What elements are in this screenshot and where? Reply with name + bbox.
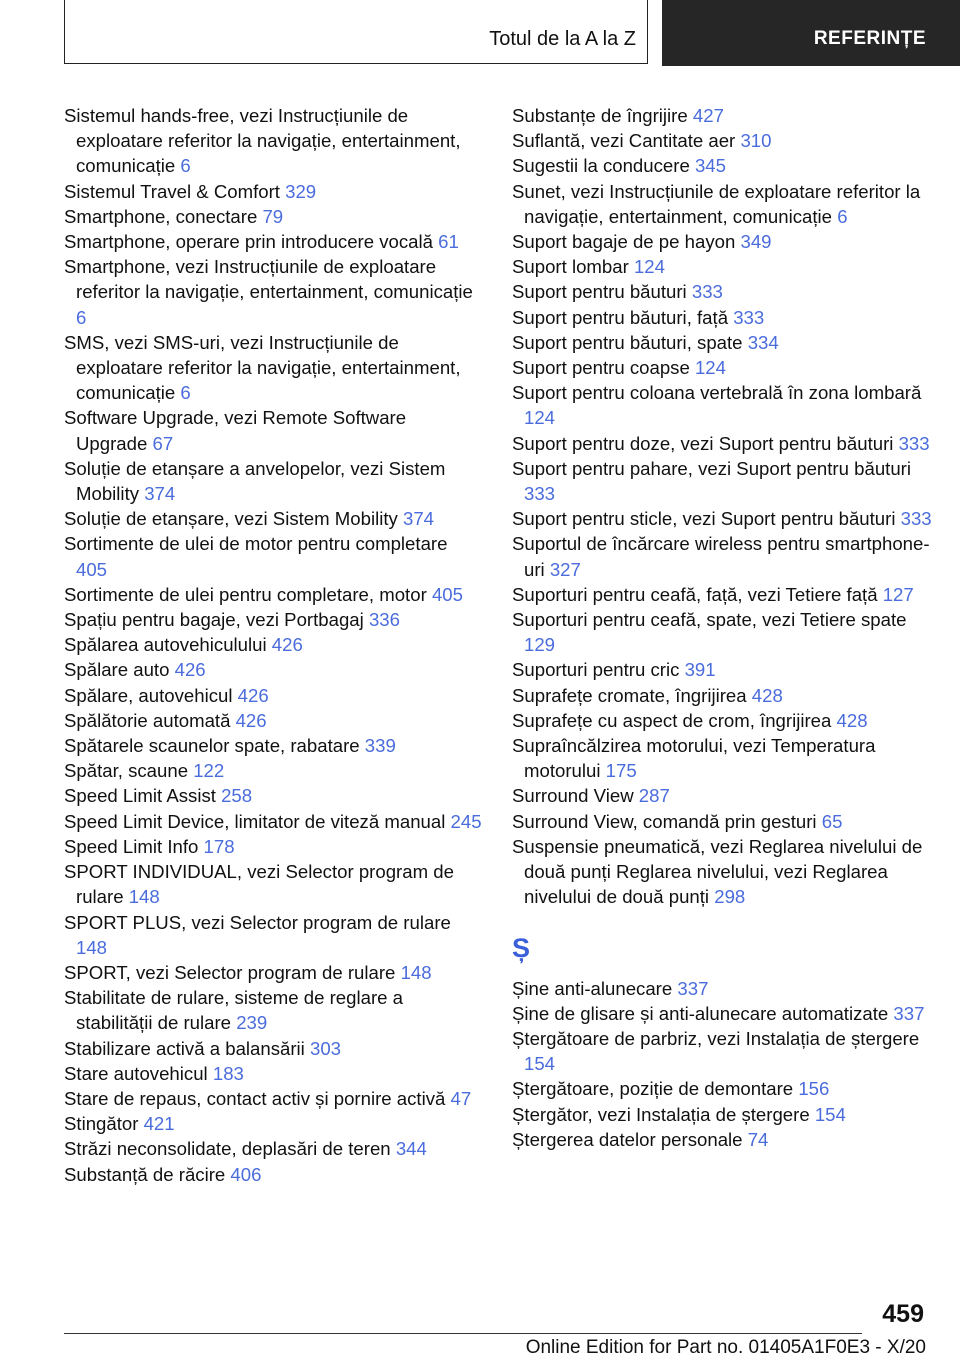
index-entry-term: Speed Limit Device, limitator de viteză manual [64,810,446,832]
index-entry-term: Șine anti-alunecare [512,977,673,999]
index-entry-page-link[interactable]: 6 [837,205,848,227]
index-entry [64,708,482,733]
index-entry [64,683,482,708]
index-entry-page-link[interactable]: 303 [309,1037,342,1059]
index-entry-term: Stare autovehicul [64,1062,208,1084]
index-entry-term: Stingător [64,1113,139,1135]
index-entry-page-link[interactable]: 333 [733,306,765,328]
section-tab-label: REFERINȚE [813,28,926,49]
section-letter-heading: Ș [512,932,531,963]
index-entry-term: Smartphone, vezi Instrucțiunile de exploatare referitor la navigație, entertainment, comunicație [64,256,473,303]
index-list-right-section-2 [512,976,932,1152]
index-entry-term: Suport pentru pahare, vezi Suport pentru băuturi [512,457,911,479]
index-entry [512,582,932,607]
index-entry-term: Smartphone, conectare [64,205,258,227]
index-entry-term: Suport bagaje de pe hayon [512,231,736,253]
index-entry-page-link[interactable]: 426 [271,634,303,656]
index-entry [512,153,932,178]
index-entry-term: Ștergătoare de parbriz, vezi Instalația de ștergere [512,1027,920,1049]
index-entry [64,985,482,1035]
index-entry-term: Suport pentru coloana vertebrală în zona lombară [512,382,922,404]
index-entry-page-link[interactable]: 6 [180,155,191,177]
index-entry-term: Supraîncălzirea motorului, vezi Temperatura motorului [512,735,876,782]
index-entry [512,1102,932,1127]
index-entry [64,809,482,834]
index-entry-term: Suprafețe cu aspect de crom, îngrijirea [512,709,832,731]
index-entry-page-link[interactable]: 345 [694,155,726,177]
index-entry-page-link[interactable]: 183 [212,1062,244,1084]
index-entry-page-link[interactable]: 336 [368,609,400,631]
index-entry [64,103,482,179]
index-entry-page-link[interactable]: 124 [633,256,665,278]
index-entry [64,657,482,682]
index-entry [512,279,932,304]
index-entry-page-link[interactable]: 129 [524,634,556,656]
index-entry [64,405,482,455]
index-entry [64,733,482,758]
index-entry [64,1111,482,1136]
index-entry-page-link[interactable]: 333 [524,483,556,505]
index-entry-term: Surround View [512,785,634,807]
index-entry-term: SPORT INDIVIDUAL, vezi Selector program de rulare [64,861,454,908]
index-entry-page-link[interactable]: 65 [821,810,843,832]
index-entry-term: Spălarea autovehiculului [64,634,267,656]
index-entry-page-link[interactable]: 127 [882,583,914,605]
index-column-left [64,103,482,1187]
index-entry-page-link[interactable]: 124 [524,407,556,429]
index-entry-page-link[interactable]: 428 [751,684,783,706]
index-entry-term: Smartphone, operare prin introducere vocală [64,231,433,253]
index-entry [64,1136,482,1161]
index-entry-page-link[interactable]: 74 [747,1128,769,1150]
index-entry-page-link[interactable]: 337 [677,977,709,999]
index-entry-page-link[interactable]: 405 [76,558,108,580]
index-entry-term: Suport pentru băuturi, față [512,306,729,328]
index-entry [512,355,932,380]
index-entry [512,708,932,733]
index-entry [64,910,482,960]
index-entry-term: Stare de repaus, contact activ și pornire activă [64,1087,446,1109]
index-entry [64,330,482,406]
index-entry [64,859,482,909]
index-entry-page-link[interactable]: 337 [893,1002,925,1024]
index-entry-page-link[interactable]: 122 [193,760,225,782]
index-entry-term: Suport pentru băuturi, spate [512,331,743,353]
index-entry-term: Spătar, scaune [64,760,189,782]
index-entry-page-link[interactable]: 67 [152,432,174,454]
index-entry-term: Suprafețe cromate, îngrijirea [512,684,747,706]
index-entry-term: Spălare, autovehicul [64,684,233,706]
index-entry-page-link[interactable]: 349 [740,231,772,253]
index-entry [512,179,932,229]
index-entry [64,607,482,632]
index-entry-page-link[interactable]: 428 [836,709,868,731]
index-entry-page-link[interactable]: 245 [450,810,482,832]
index-entry [64,204,482,229]
index-entry-term: Ștergerea datelor personale [512,1128,743,1150]
index-entry-page-link[interactable]: 156 [798,1078,830,1100]
index-entry-page-link[interactable]: 374 [402,508,435,530]
index-entry-page-link[interactable]: 154 [814,1103,846,1125]
index-entry-page-link[interactable]: 175 [605,760,637,782]
index-entry-page-link[interactable]: 344 [395,1138,427,1160]
index-entry-page-link[interactable]: 79 [262,205,284,227]
index-entry [64,783,482,808]
index-entry-page-link[interactable]: 287 [638,785,670,807]
index-entry [512,1001,932,1026]
index-entry-term: Sunet, vezi Instrucțiunile de exploatare referitor la navigație, entertainment, comunicație [512,180,921,227]
index-entry-page-link[interactable]: 333 [898,432,930,454]
index-entry-term: Soluție de etanșare, vezi Sistem Mobility [64,508,398,530]
index-entry-term: Suporturi pentru cric [512,659,680,681]
index-entry-term: Sortimente de ulei pentru completare, motor [64,583,427,605]
index-entry-term: Stabilitate de rulare, sisteme de reglare a stabilității de rulare [64,987,403,1034]
index-entry-term: Străzi neconsolidate, deplasări de teren [64,1138,391,1160]
index-entry [64,456,482,506]
index-entry-page-link[interactable]: 148 [128,886,160,908]
index-entry-term: Spălătorie automată [64,709,231,731]
index-entry-term: Suport pentru băuturi [512,281,687,303]
index-entry-term: Software Upgrade, vezi Remote Software Upgrade [64,407,407,454]
index-entry-page-link[interactable]: 310 [740,130,772,152]
index-entry-page-link[interactable]: 148 [400,961,432,983]
index-entry [512,1026,932,1076]
index-entry-page-link[interactable]: 6 [180,382,191,404]
index-entry-term: Șine de glisare și anti-alunecare automatizate [512,1002,889,1024]
index-entry [512,456,932,506]
page-number: 459 [882,1300,924,1328]
index-entry-term: SPORT PLUS, vezi Selector program de rulare [64,911,451,933]
index-entry-page-link[interactable]: 421 [143,1113,175,1135]
index-entry-term: Sistemul Travel & Comfort [64,180,280,202]
index-entry-term: Suflantă, vezi Cantitate aer [512,130,736,152]
index-entry-term: Suporturi pentru ceafă, față, vezi Tetiere față [512,583,878,605]
index-entry-page-link[interactable]: 426 [235,709,267,731]
index-entry [64,1036,482,1061]
index-entry-page-link[interactable]: 148 [76,936,108,958]
index-entry [512,431,932,456]
index-entry-term: Spătarele scaunelor spate, rabatare [64,735,360,757]
index-entry-page-link[interactable]: 154 [524,1053,556,1075]
index-entry [64,1086,482,1111]
index-entry [512,1127,932,1152]
index-entry-term: Suspensie pneumatică, vezi Reglarea nivelului de două punți Reglarea nivelului, vezi Reglarea nivelului de două punți [512,835,923,908]
index-entry-term: Suport pentru coapse [512,357,690,379]
index-entry [512,683,932,708]
index-entry-term: Suport pentru doze, vezi Suport pentru băuturi [512,432,894,454]
index-entry-term: Surround View, comandă prin gesturi [512,810,817,832]
index-entry-page-link[interactable]: 239 [236,1012,268,1034]
chapter-title: Totul de la A la Z [489,28,636,50]
section-tab[interactable] [662,0,960,66]
index-entry [64,834,482,859]
index-entry-term: Soluție de etanșare a anvelopelor, vezi Sistem Mobility [64,457,446,505]
index-entry [64,632,482,657]
index-entry [64,254,482,330]
index-entry [512,506,932,531]
index-entry-term: Spațiu pentru bagaje, vezi Portbagaj [64,609,364,631]
index-entry-page-link[interactable]: 47 [450,1087,472,1109]
index-entry [64,1162,482,1187]
index-entry [512,254,932,279]
index-entry-page-link[interactable]: 391 [684,659,716,681]
index-entry-term: Suport lombar [512,256,629,278]
index-entry [512,103,932,128]
index-entry-page-link[interactable]: 298 [714,886,746,908]
index-entry-term: Speed Limit Assist [64,785,216,807]
index-entry-term: Spălare auto [64,659,170,681]
index-entry-term: Stabilizare activă a balansării [64,1037,305,1059]
index-entry-term: SMS, vezi SMS-uri, vezi Instrucțiunile de exploatare referitor la navigație, entertainment, comunicație [64,331,461,404]
index-entry-page-link[interactable]: 333 [691,281,723,303]
index-entry [64,179,482,204]
index-entry-page-link[interactable]: 426 [174,659,206,681]
index-entry-term: Suport pentru sticle, vezi Suport pentru băuturi [512,508,896,530]
index-entry [512,380,932,430]
index-entry-term: Substanțe de îngrijire [512,105,688,126]
index-entry [64,1061,482,1086]
index-entry-page-link[interactable]: 178 [203,835,235,857]
index-entry-page-link[interactable]: 329 [285,180,317,202]
footer-edition-note: Online Edition for Part no. 01405A1F0E3 - X/20 [525,1337,926,1358]
index-entry [512,783,932,808]
index-entry-term: Substanță de răcire [64,1163,226,1185]
index-entry-page-link[interactable]: 333 [900,508,932,530]
footer-divider [64,1333,862,1334]
index-entry [512,305,932,330]
index-entry-page-link[interactable]: 339 [364,735,396,757]
index-entry [512,229,932,254]
index-entry-page-link[interactable]: 427 [692,105,724,126]
index-entry-page-link[interactable]: 258 [221,785,253,807]
index-entry [512,330,932,355]
index-entry-term: Sortimente de ulei de motor pentru completare [64,533,448,555]
index-entry-term: Ștergătoare, poziție de demontare [512,1078,794,1100]
index-entry-term: Speed Limit Info [64,835,199,857]
index-list-left [64,103,482,1187]
index-entry [512,607,932,657]
index-entry [64,531,482,581]
index-entry-page-link[interactable]: 374 [144,483,176,505]
index-entry [512,531,932,581]
index-entry [64,960,482,985]
index-entry [512,976,932,1001]
index-entry-page-link[interactable]: 61 [438,231,459,253]
index-entry-term: Suporturi pentru ceafă, spate, vezi Tetiere spate [512,609,907,631]
index-entry [512,809,932,834]
index-entry-page-link[interactable]: 426 [237,684,269,706]
index-entry-term: Sistemul hands-free, vezi Instrucțiunile de exploatare referitor la navigație, entertainment, comunicație [64,105,461,177]
index-entry [64,506,482,531]
index-entry [512,657,932,682]
index-entry-term: Suportul de încărcare wireless pentru smartphone-uri [512,533,930,580]
index-column-right [512,103,932,1152]
index-entry [64,582,482,607]
index-entry-page-link[interactable]: 327 [549,558,581,580]
index-entry-page-link[interactable]: 406 [230,1163,262,1185]
index-list-right [512,103,932,910]
index-entry-page-link[interactable]: 405 [431,583,463,605]
index-entry [64,229,482,254]
index-entry [512,128,932,153]
index-entry-page-link[interactable]: 124 [694,357,726,379]
index-entry [512,1076,932,1101]
index-entry-page-link[interactable]: 6 [76,306,87,328]
index-entry-term: SPORT, vezi Selector program de rulare [64,961,396,983]
index-entry [512,733,932,783]
index-entry [512,834,932,910]
index-entry-page-link[interactable]: 334 [747,331,779,353]
index-entry-term: Sugestii la conducere [512,155,690,177]
index-entry [64,758,482,783]
index-entry-term: Ștergător, vezi Instalația de ștergere [512,1103,810,1125]
